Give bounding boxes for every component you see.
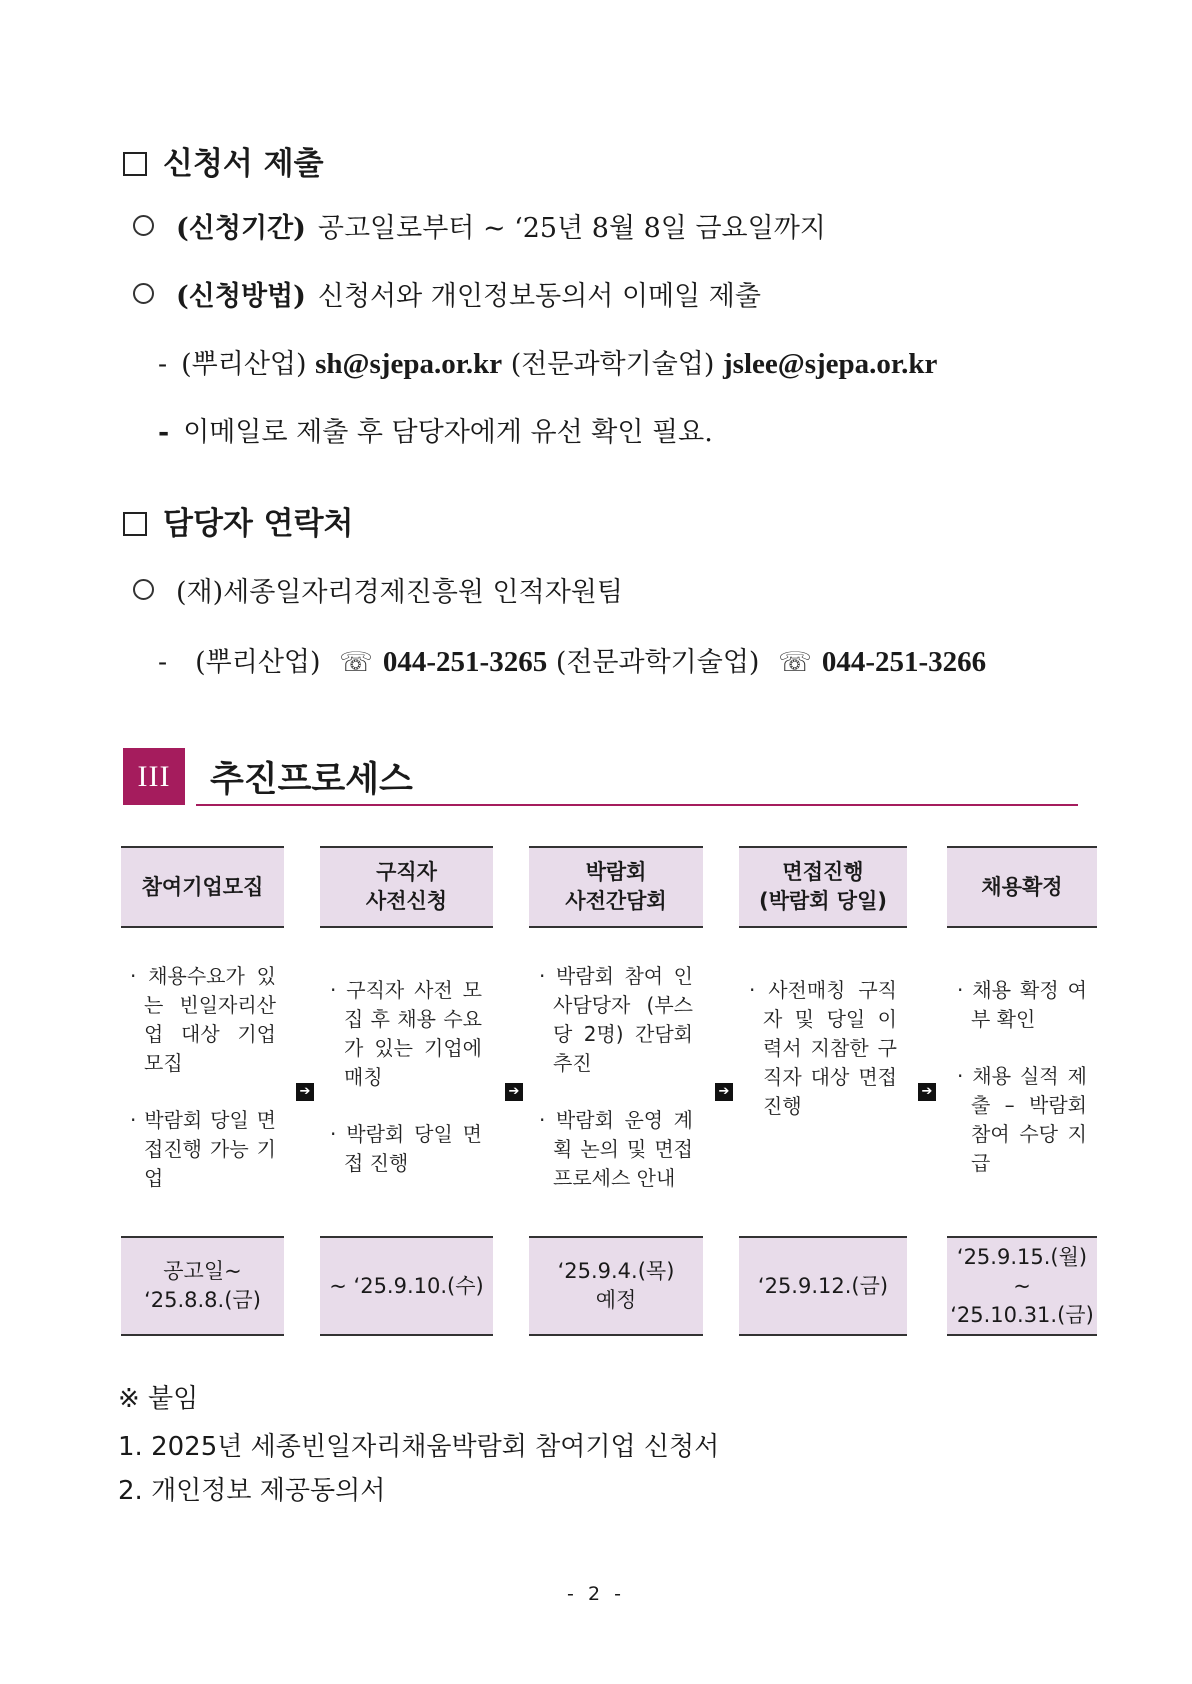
page-number: - 2 - xyxy=(567,1583,625,1605)
step-title: 참여기업모집 xyxy=(121,846,284,928)
step-description xyxy=(539,962,693,1193)
section-heading-contact: 담당자 연락처 xyxy=(123,498,353,543)
arrow-right-icon: ➔ xyxy=(918,1083,936,1101)
attachment-item: 1. 2025년 세종빈일자리채움박람회 참여기업 신청서 xyxy=(118,1432,720,1462)
step-bullet: · 채용 실적 제출 – 박람회 참여 수당 지급 xyxy=(957,1064,1087,1175)
step-description xyxy=(330,976,482,1178)
step-description xyxy=(957,976,1087,1178)
attachment-item: 2. 개인정보 제공동의서 xyxy=(118,1476,386,1506)
step-date: ~ ‘25.9.10.(수) xyxy=(320,1236,493,1336)
step-bullet: · 박람회 당일 면접진행 가능 기업 xyxy=(130,1108,276,1190)
step-bullet: · 박람회 참여 인사담당자 (부스당 2명) 간담회 추진 xyxy=(539,964,693,1075)
step-bullet: · 채용 확정 여부 확인 xyxy=(957,978,1087,1031)
circle-bullet-icon xyxy=(133,579,154,600)
contact-org: (재)세종일자리경제진흥원 인적자원팀 xyxy=(133,570,623,609)
checkbox-square-icon xyxy=(123,512,147,536)
email-link-1[interactable]: sh@sjepa.or.kr xyxy=(315,348,503,380)
circle-bullet-icon xyxy=(133,215,154,236)
step-date: 공고일~ ‘25.8.8.(금) xyxy=(121,1236,284,1336)
section-underline xyxy=(196,804,1078,806)
section-title-process: 추진프로세스 xyxy=(210,760,413,800)
email-link-2[interactable]: jslee@sjepa.or.kr xyxy=(723,348,938,380)
checkbox-square-icon xyxy=(123,152,147,176)
contact-phones: - (뿌리산업) ☏ 044-251-3265 (전문과학기술업) ☏ 044-251-3266 xyxy=(158,646,987,678)
arrow-right-icon: ➔ xyxy=(715,1083,733,1101)
step-title: 구직자 사전신청 xyxy=(320,846,493,928)
arrow-right-icon: ➔ xyxy=(296,1083,314,1101)
attachments-heading: ※ 붙임 xyxy=(118,1384,199,1414)
method-line: (신청방법) 신청서와 개인정보동의서 이메일 제출 xyxy=(133,274,761,313)
step-bullet: · 채용수요가 있는 빈일자리산업 대상 기업 모집 xyxy=(130,964,276,1075)
step-bullet: · 구직자 사전 모집 후 채용 수요가 있는 기업에 매칭 xyxy=(330,978,482,1089)
telephone-icon: ☏ xyxy=(778,647,812,678)
circle-bullet-icon xyxy=(133,283,154,304)
step-bullet: · 박람회 당일 면접 진행 xyxy=(330,1122,482,1175)
step-description xyxy=(749,976,897,1121)
step-description xyxy=(130,962,276,1193)
section-number-badge: III xyxy=(123,748,185,805)
step-date: ‘25.9.12.(금) xyxy=(739,1236,907,1336)
step-title: 면접진행 (박람회 당일) xyxy=(739,846,907,928)
step-date: ‘25.9.4.(목) 예정 xyxy=(529,1236,703,1336)
arrow-right-icon: ➔ xyxy=(505,1083,523,1101)
email-note: - 이메일로 제출 후 담당자에게 유선 확인 필요. xyxy=(158,417,713,448)
step-title: 박람회 사전간담회 xyxy=(529,846,703,928)
phone-number-2: 044-251-3266 xyxy=(821,646,987,678)
email-line: - (뿌리산업) sh@sjepa.or.kr (전문과학기술업) jslee@sjepa.or.kr xyxy=(158,348,938,380)
step-title: 채용확정 xyxy=(947,846,1097,928)
step-date: ‘25.9.15.(월) ~ ‘25.10.31.(금) xyxy=(947,1236,1097,1336)
step-bullet: · 박람회 운영 계획 논의 및 면접 프로세스 안내 xyxy=(539,1108,693,1190)
section-heading-submission: 신청서 제출 xyxy=(123,138,324,183)
step-bullet: · 사전매칭 구직자 및 당일 이력서 지참한 구직자 대상 면접 진행 xyxy=(749,978,897,1118)
telephone-icon: ☏ xyxy=(339,647,373,678)
period-line: (신청기간) 공고일로부터 ~ ‘25년 8월 8일 금요일까지 xyxy=(133,206,826,245)
phone-number-1: 044-251-3265 xyxy=(382,646,548,678)
